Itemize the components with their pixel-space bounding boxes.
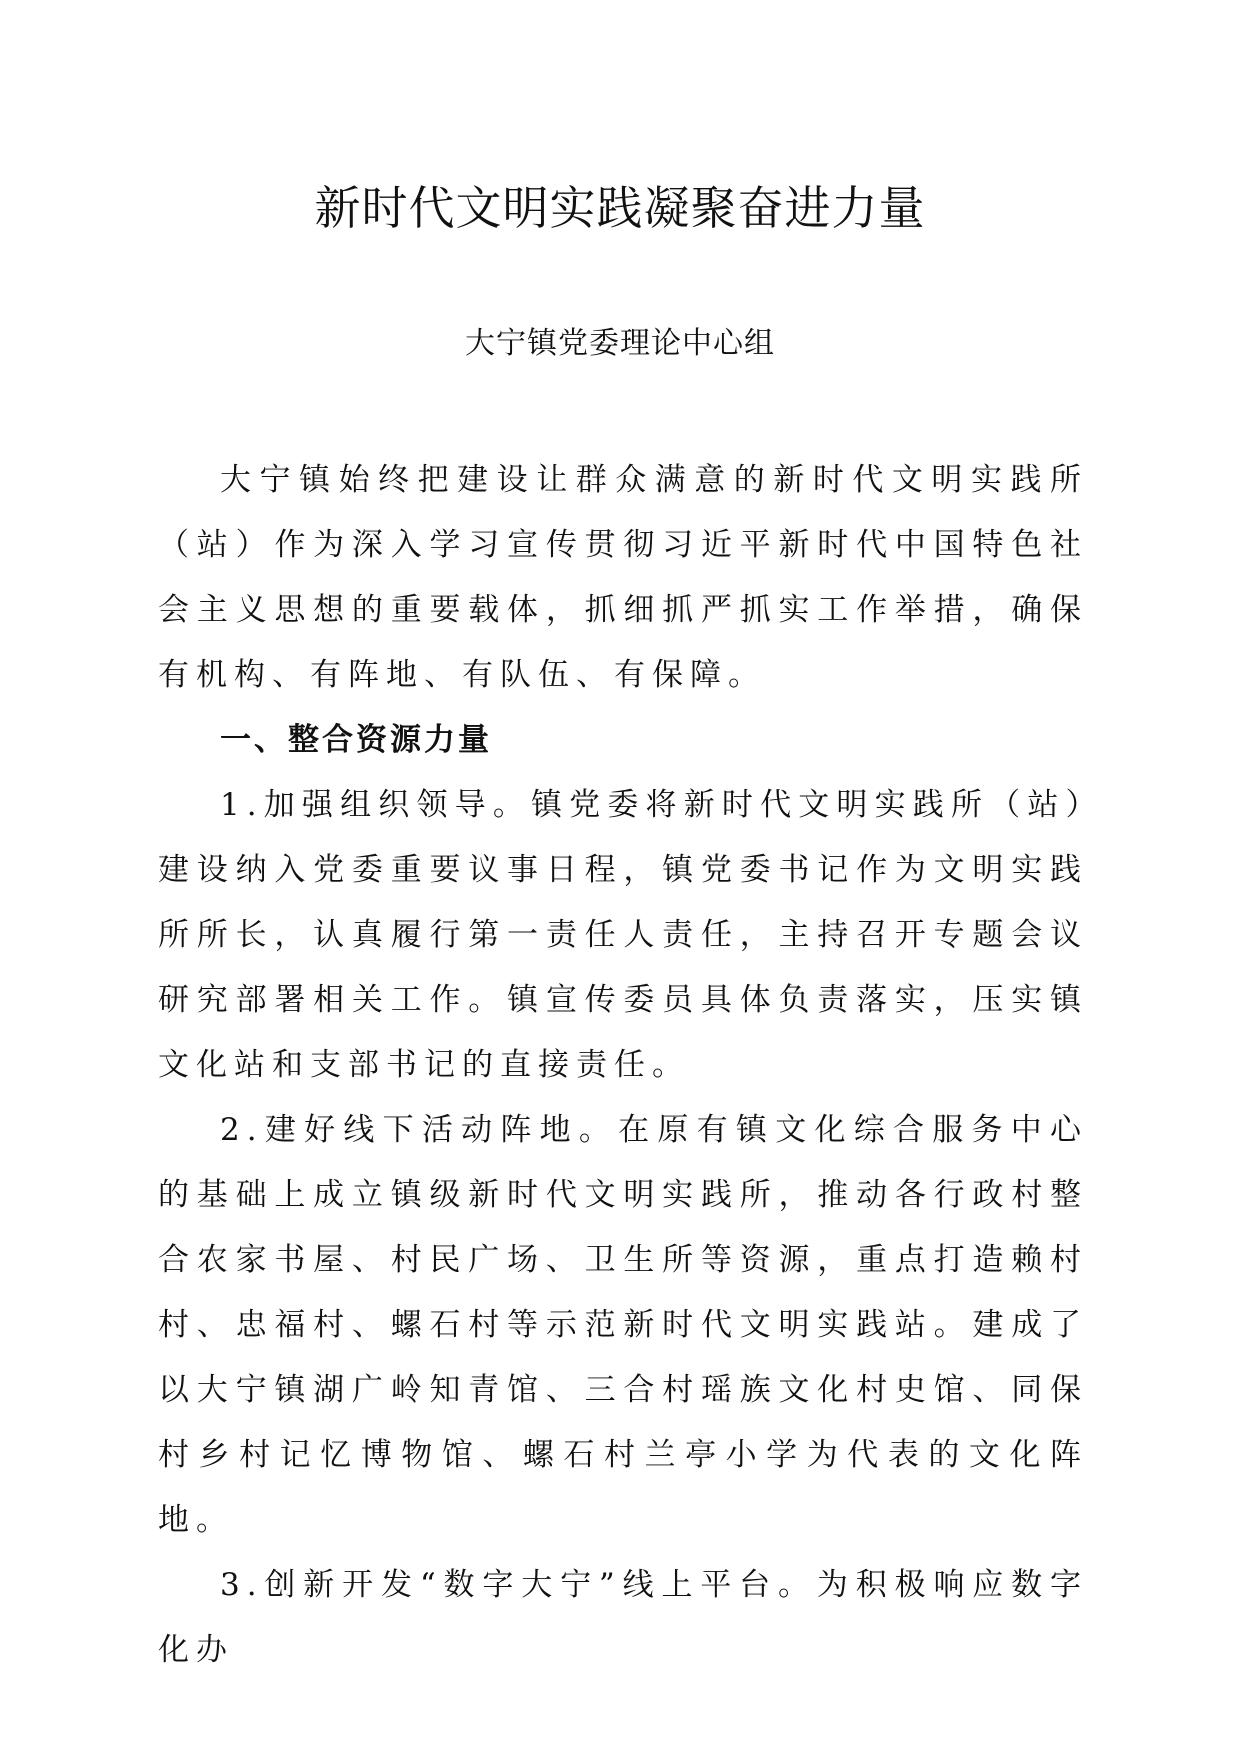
body-paragraph: 3.创新开发“数字大宁”线上平台。为积极响应数字化办 (158, 1567, 1088, 1668)
intro-paragraph: 大宁镇始终把建设让群众满意的新时代文明实践所（站）作为深入学习宣传贯彻习近平新时代中国特色社会主义思想的重要载体，抓细抓严抓实工作举措，确保有机构、有阵地、有队伍、有保障。 (158, 462, 1088, 693)
section-heading: 一、整合资源力量 (220, 722, 492, 758)
document-author: 大宁镇党委理论中心组 (465, 326, 775, 361)
body-paragraph: 2.建好线下活动阵地。在原有镇文化综合服务中心的基础上成立镇级新时代文明实践所，推动各行政村整合农家书屋、村民广场、卫生所等资源，重点打造赖村村、忠福村、螺石村等示范新时代文明实践站。建成了以大宁镇湖广岭知青馆、三合村瑶族文化村史馆、同保村乡村记忆博物馆、螺石村兰亭小学为代表的文化阵地。 (158, 1112, 1088, 1538)
document-title: 新时代文明实践凝聚奋进力量 (314, 181, 926, 235)
document-body (158, 448, 1088, 1683)
body-paragraph: 1.加强组织领导。镇党委将新时代文明实践所（站）建设纳入党委重要议事日程，镇党委书记作为文明实践所所长，认真履行第一责任人责任，主持召开专题会议研究部署相关工作。镇宣传委员具体负责落实，压实镇文化站和支部书记的直接责任。 (158, 787, 1088, 1083)
